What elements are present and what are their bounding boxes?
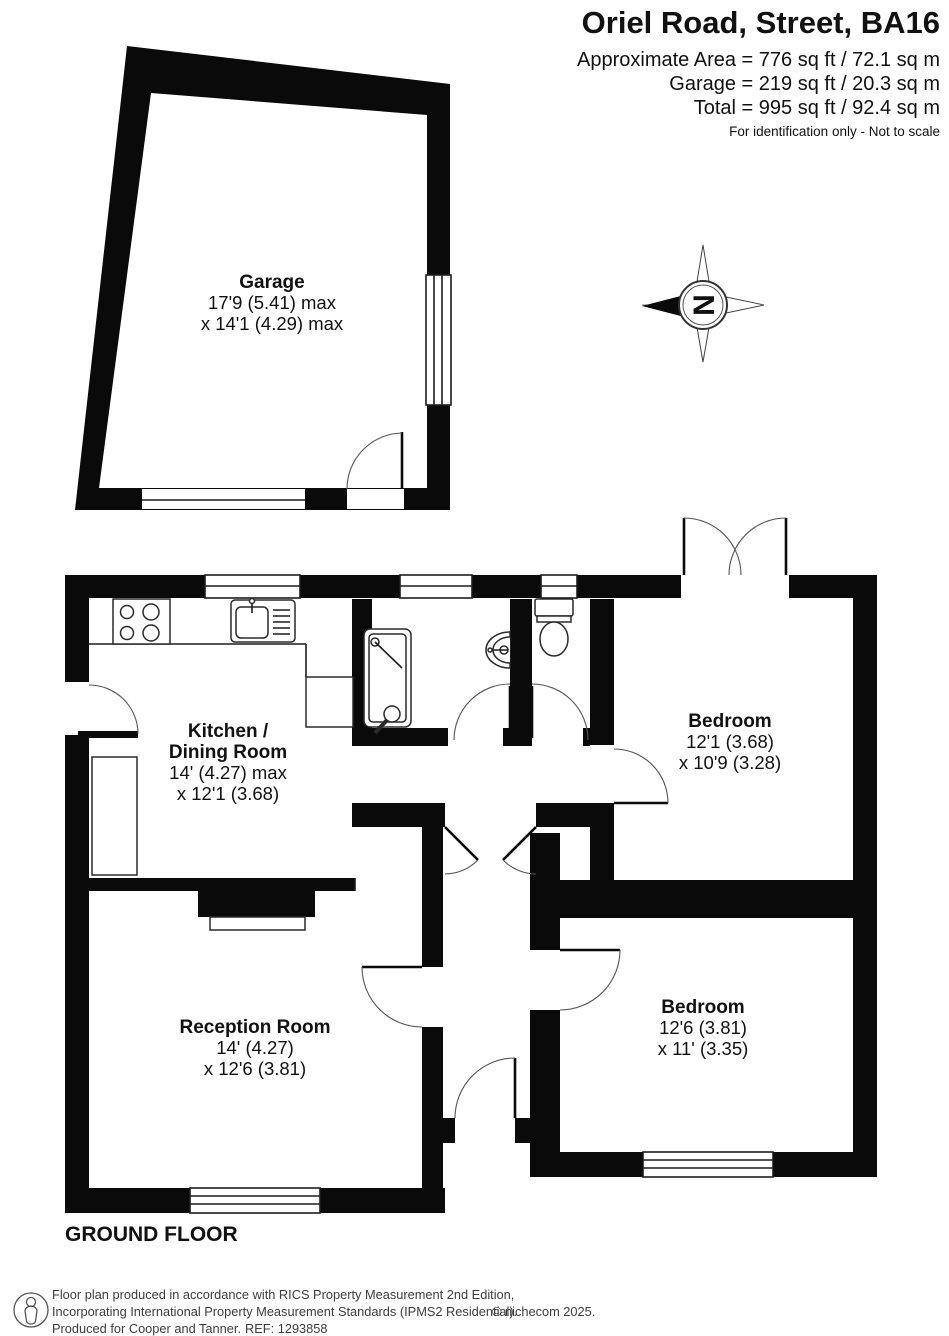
reception-dim1: 14' (4.27) [216, 1037, 294, 1058]
total-area: Total = 995 sq ft / 92.4 sq m [693, 97, 940, 119]
bedroom1-door [590, 745, 668, 803]
sink-icon [231, 599, 295, 643]
approximate-area: Approximate Area = 776 sq ft / 72.1 sq m [577, 49, 940, 71]
toilet-icon [535, 599, 573, 656]
shower-icon [364, 629, 411, 733]
kitchen-hall-door [445, 827, 478, 874]
footer-copyright: © nichecom 2025. [492, 1304, 596, 1319]
bedroom1-name: Bedroom [688, 711, 772, 732]
footer-line3: Produced for Cooper and Tanner. [52, 1321, 242, 1336]
footer-line1: Floor plan produced in accordance with RICS Property Measurement 2nd Edition, [52, 1287, 515, 1302]
chimney-breast [198, 891, 315, 917]
person-icon [14, 1293, 48, 1327]
kitchen-label [169, 721, 288, 804]
garage-name: Garage [239, 272, 305, 293]
reception-door [362, 967, 443, 1027]
page-title: Oriel Road, Street, BA16 [581, 5, 940, 40]
garage-label [201, 272, 344, 334]
footer-line2: Incorporating International Property Measurement Standards (IPMS2 Residential). [52, 1304, 518, 1319]
front-door [65, 682, 138, 738]
fixtures [89, 599, 573, 876]
shower-room-window [400, 575, 472, 598]
bedroom2-dim1: 12'6 (3.81) [659, 1017, 747, 1038]
bedroom1-dim2: x 10'9 (3.28) [678, 752, 782, 773]
garage-dim1: 17'9 (5.41) max [208, 292, 336, 313]
reception-label [180, 1017, 331, 1079]
bedroom2-dim2: x 11' (3.35) [657, 1038, 749, 1059]
kitchen-dim1: 14' (4.27) max [169, 762, 287, 783]
bedroom2-label [658, 997, 749, 1059]
compass-icon [642, 245, 764, 362]
bedroom1-label [679, 711, 781, 773]
compass-north-letter: N [688, 294, 721, 316]
bedroom2-door [530, 950, 620, 1010]
floor-label: GROUND FLOOR [65, 1223, 238, 1246]
basin-icon [486, 632, 510, 668]
kitchen-window [205, 575, 300, 598]
reception-dim2: x 12'6 (3.81) [203, 1058, 307, 1079]
shower-room-door [454, 684, 510, 740]
kitchen-dim2: x 12'1 (3.68) [176, 783, 280, 804]
footer-ref: REF: 1293858 [245, 1321, 328, 1336]
bedroom2-window [643, 1152, 773, 1177]
room-labels [169, 272, 781, 1079]
kitchen-name1: Kitchen / [187, 721, 269, 742]
garage-area: Garage = 219 sq ft / 20.3 sq m [669, 73, 940, 95]
hearth [210, 917, 305, 930]
reception-window [190, 1188, 320, 1213]
garage-door-opening [142, 489, 305, 509]
wc-window [541, 575, 577, 598]
reception-name: Reception Room [179, 1017, 331, 1038]
bedroom1-french-doors [681, 518, 789, 598]
hob-icon [113, 599, 170, 644]
bedroom1-dim1: 12'1 (3.68) [686, 731, 774, 752]
footer [14, 1287, 595, 1336]
house-walls [65, 575, 877, 1213]
wc-door [532, 684, 588, 740]
kitchen-name2: Dining Room [168, 742, 288, 763]
garage-dim2: x 14'1 (4.29) max [200, 313, 344, 334]
garage-window [426, 275, 451, 405]
disclaimer: For identification only - Not to scale [729, 124, 940, 139]
garage-side-door [347, 432, 404, 509]
header [577, 5, 940, 139]
bedroom2-name: Bedroom [661, 997, 745, 1018]
rear-door [455, 1058, 515, 1118]
